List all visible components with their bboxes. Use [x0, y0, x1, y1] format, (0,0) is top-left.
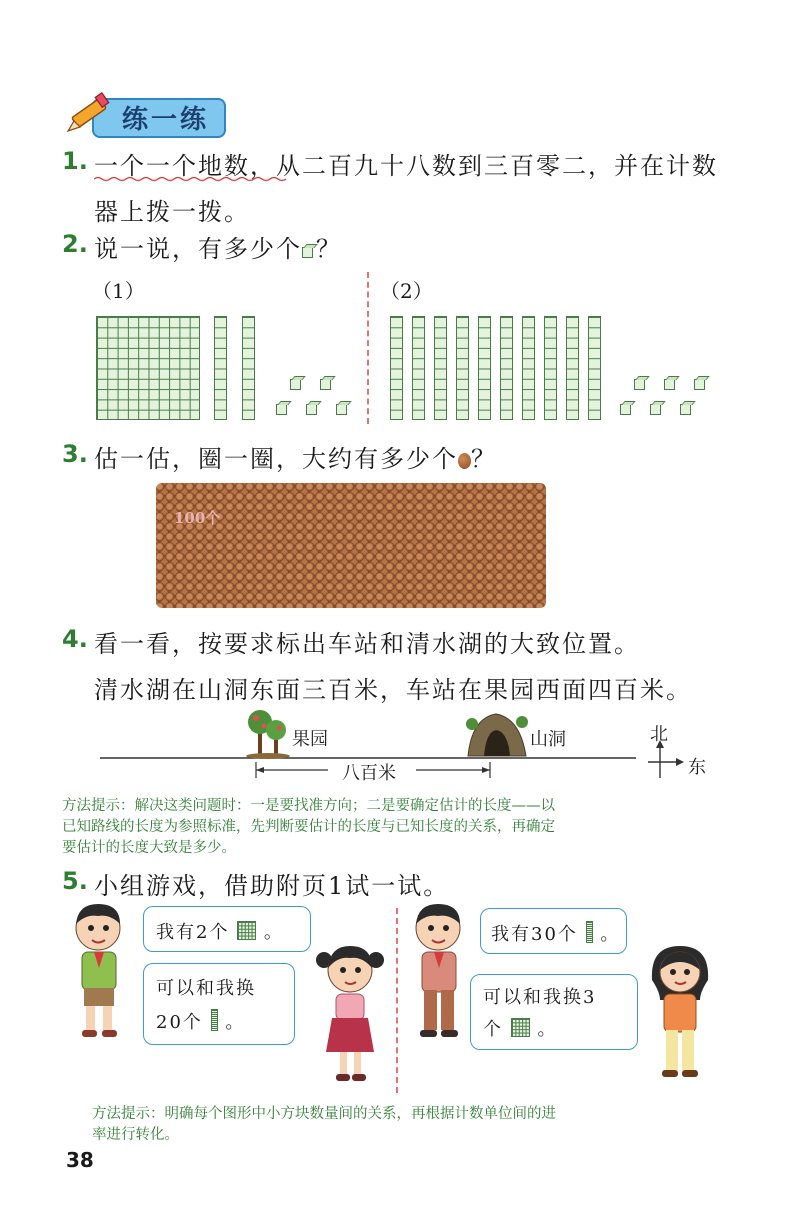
- speech-bubble-1: [143, 906, 311, 952]
- unit-cube-block: [664, 379, 675, 390]
- ten-rod-block: [434, 316, 447, 420]
- ten-rod-block: [456, 316, 469, 420]
- north-label: 北: [650, 724, 668, 745]
- q3-number: 3.: [62, 440, 88, 468]
- beans-image: [156, 483, 546, 608]
- q2-blocks-part1: [96, 316, 356, 424]
- ten-rod-block: [242, 316, 255, 420]
- beans-100-label: 100个: [174, 509, 221, 527]
- q5-tip-line2: 率进行转化。: [92, 1127, 179, 1143]
- hundred-flat-icon: [511, 1018, 530, 1037]
- header-title: 练一练: [122, 105, 210, 135]
- cave-label: 山洞: [530, 729, 566, 750]
- ten-rod-block: [544, 316, 557, 420]
- ten-rod-block: [412, 316, 425, 420]
- q4-map: [96, 700, 726, 790]
- q4-tip-line1: 方法提示：解决这类问题时：一是要找准方向；二是要确定估计的长度——以: [62, 798, 555, 814]
- hundred-flat-block: [96, 316, 200, 420]
- unit-cube-block: [634, 379, 645, 390]
- unit-cube-block: [694, 379, 705, 390]
- orchard-label: 果园: [292, 729, 328, 750]
- girl-figure-left: [310, 940, 390, 1086]
- q3-text: 估一估，圈一圈，大约有多少个: [94, 445, 458, 473]
- boy-figure-left: [60, 898, 140, 1043]
- q2-question-mark: ？: [316, 235, 342, 263]
- ten-rod-block: [566, 316, 579, 420]
- unit-cube-block: [320, 379, 331, 390]
- east-label: 东: [688, 757, 706, 778]
- bubble2-line2: 20个 。: [156, 1008, 245, 1034]
- orchard-icon: [246, 710, 290, 759]
- hundred-flat-icon: [237, 921, 256, 940]
- section-header: [62, 95, 227, 139]
- q2-blocks-part2: [390, 316, 720, 424]
- q5-tip: [92, 1104, 556, 1146]
- unit-cube-block: [336, 404, 347, 415]
- unit-cube-block: [650, 404, 661, 415]
- q4-tip-line3: 要估计的长度大致是多少。: [62, 840, 236, 856]
- unit-cube-block: [276, 404, 287, 415]
- small-cube-icon: [302, 243, 316, 259]
- ten-rod-icon: [586, 921, 593, 943]
- q4-line1: 看一看，按要求标出车站和清水湖的大致位置。: [94, 630, 640, 658]
- ten-rod-block: [522, 316, 535, 420]
- q5-prompt: 小组游戏，借助附页1试一试。: [94, 872, 450, 900]
- ten-rod-block: [390, 316, 403, 420]
- q2-divider: [367, 272, 369, 424]
- q2-prompt: [94, 229, 342, 264]
- unit-cube-block: [306, 404, 317, 415]
- q4-line2: 清水湖在山洞东面三百米，车站在果园西面四百米。: [94, 676, 692, 704]
- q2-text: 说一说，有多少个: [94, 235, 302, 263]
- bubble2-line1: 可以和我换: [156, 978, 256, 999]
- q2-label-1: （1）: [92, 279, 145, 303]
- pencil-icon: [62, 91, 114, 139]
- ten-rod-icon: [211, 1009, 218, 1031]
- girl-figure-right: [640, 940, 720, 1086]
- ten-rod-block: [588, 316, 601, 420]
- q4-tip-line2: 已知路线的长度为参照标准，先判断要估计的长度与已知长度的关系，再确定: [62, 819, 555, 835]
- ten-rod-block: [500, 316, 513, 420]
- q1-line2: 器上拨一拨。: [94, 198, 250, 226]
- page-number: 38: [66, 1148, 94, 1172]
- ten-rod-block: [478, 316, 491, 420]
- unit-cube-block: [290, 379, 301, 390]
- speech-bubble-3: [480, 908, 627, 954]
- q5-divider: [396, 908, 398, 1093]
- q5-number: 5.: [62, 867, 88, 895]
- boy-figure-right: [400, 898, 480, 1043]
- q4-tip: [62, 796, 555, 859]
- ten-rod-block: [214, 316, 227, 420]
- q3-question-mark: ？: [471, 445, 497, 473]
- unit-cube-block: [620, 404, 631, 415]
- speech-bubble-2: [143, 963, 295, 1045]
- unit-cube-block: [680, 404, 691, 415]
- q1-line1: 一个一个地数，从二百九十八数到三百零二，并在计数: [94, 152, 718, 180]
- bubble1-text: 我有2个 。: [156, 922, 284, 943]
- bubble4-line2: 个 。: [483, 1019, 558, 1040]
- q2-label-2: （2）: [380, 279, 433, 303]
- q2-number: 2.: [62, 230, 88, 258]
- q3-prompt: [94, 439, 497, 474]
- bubble4-line1: 可以和我换3: [483, 987, 597, 1008]
- q5-tip-line1: 方法提示：明确每个图形中小方块数量间的关系，再根据计数单位间的进: [92, 1106, 556, 1122]
- speech-bubble-4: [470, 974, 638, 1050]
- distance-label: 八百米: [342, 763, 396, 784]
- cave-icon: [466, 714, 528, 756]
- q1-wavy-underline: [94, 176, 290, 182]
- bean-icon: [458, 453, 471, 469]
- bubble3-text: 我有30个 。: [491, 920, 620, 946]
- q4-number: 4.: [62, 625, 88, 653]
- q1-number: 1.: [62, 147, 88, 175]
